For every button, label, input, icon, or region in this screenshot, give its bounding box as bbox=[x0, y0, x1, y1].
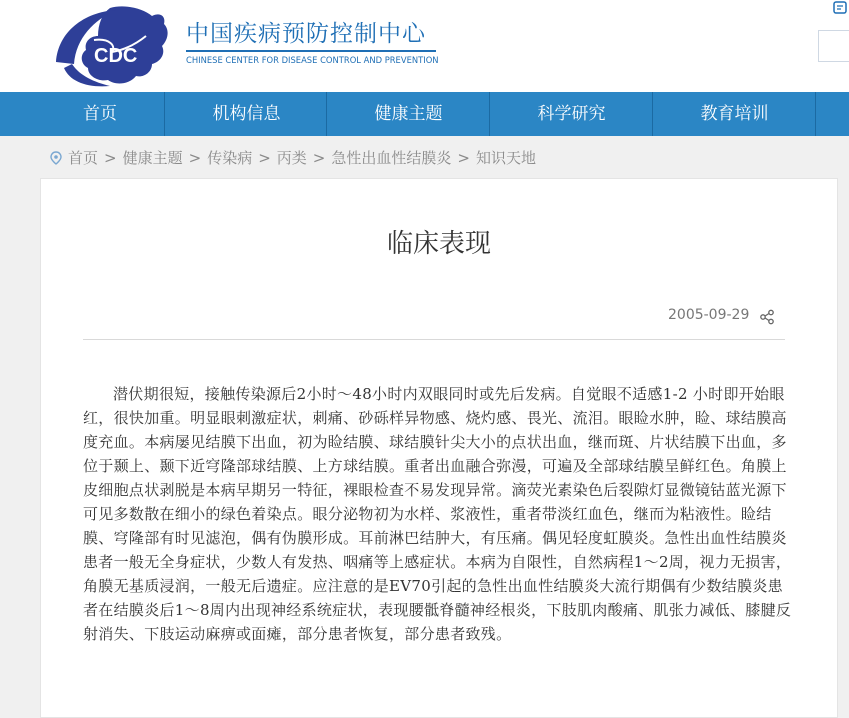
location-pin-icon bbox=[50, 151, 62, 165]
page-title: 临床表现 bbox=[386, 229, 491, 259]
header-divider bbox=[186, 50, 436, 52]
share-icon[interactable] bbox=[759, 309, 775, 325]
breadcrumb-separator: > bbox=[188, 149, 202, 167]
breadcrumb bbox=[50, 146, 536, 170]
publish-date: 2005-09-29 bbox=[668, 307, 750, 323]
cdc-logo[interactable] bbox=[54, 2, 172, 88]
nav-item-organization[interactable]: 机构信息 bbox=[164, 92, 328, 136]
breadcrumb-home[interactable]: 首页 bbox=[68, 149, 99, 167]
breadcrumb-disease[interactable]: 急性出血性结膜炎 bbox=[331, 149, 452, 167]
site-header bbox=[0, 0, 849, 92]
nav-item-research[interactable]: 科学研究 bbox=[489, 92, 653, 136]
search-input[interactable] bbox=[818, 30, 849, 62]
nav-item-health-topics[interactable]: 健康主题 bbox=[326, 92, 490, 136]
nav-item-education[interactable]: 教育培训 bbox=[652, 92, 816, 136]
article-body: 潜伏期很短，接触传染源后2小时～48小时内双眼同时或先后发病。自觉眼不适感1-2 小时即开始眼红，很快加重。明显眼刺激症状，刺痛、砂砾样异物感、烧灼感、畏光、流泪。眼睑水肿，睑、球结膜高度充血。本病屡见结膜下出血，初为睑结膜、球结膜针尖大小的点状出血，继而斑、片状结膜下出血，多位于颞上、颞下近穹隆部球结膜、上方球结膜。重者出血融合弥漫，可遍及全部球结膜呈鲜红色。角膜上皮细胞点状剥脱是本病早期另一特征，裸眼检查不易发现异常。滴荧光素染色后裂隙灯显微镜钴蓝光源下可见多数散在细小的绿色着染点。眼分泌物初为水样、浆液性，重者带淡红血色，继而为粘液性。睑结膜、穹隆部有时见滤泡，偶有伪膜形成。耳前淋巴结肿大，有压痛。偶见轻度虹膜炎。急性出血性结膜炎患者一般无全身症状，少数人有发热、咽痛等上感症状。本病为自限性，自然病程1～2周，视力无损害，角膜无基质浸润，一般无后遗症。应注意的是EV70引起的急性出血性结膜炎大流行期偶有少数结膜炎患者在结膜炎后1～8周内出现神经系统症状，表现腰骶脊髓神经根炎，下肢肌肉酸痛、肌张力减低、膝腱反射消失、下肢运动麻痹或面瘫，部分患者恢复，部分患者致残。 bbox=[83, 385, 792, 643]
org-name-en: CHINESE CENTER FOR DISEASE CONTROL AND PREVENTION bbox=[186, 56, 439, 66]
breadcrumb-knowledge[interactable]: 知识天地 bbox=[475, 149, 536, 167]
breadcrumb-separator: > bbox=[104, 149, 117, 167]
breadcrumb-health-topics[interactable]: 健康主题 bbox=[122, 149, 183, 167]
title-divider bbox=[83, 339, 785, 340]
org-name-cn[interactable]: 中国疾病预防控制中心 bbox=[186, 21, 426, 47]
breadcrumb-separator: > bbox=[312, 149, 326, 167]
breadcrumb-infectious[interactable]: 传染病 bbox=[207, 149, 253, 167]
nav-item-more[interactable] bbox=[815, 92, 849, 136]
nav-item-home[interactable]: 首页 bbox=[83, 104, 117, 124]
accessibility-icon[interactable] bbox=[831, 0, 849, 16]
breadcrumb-separator: > bbox=[457, 149, 470, 167]
breadcrumb-separator: > bbox=[258, 149, 271, 167]
breadcrumb-class-c[interactable]: 丙类 bbox=[276, 149, 307, 167]
main-nav bbox=[0, 92, 849, 136]
logo-text: CDC bbox=[94, 45, 138, 67]
